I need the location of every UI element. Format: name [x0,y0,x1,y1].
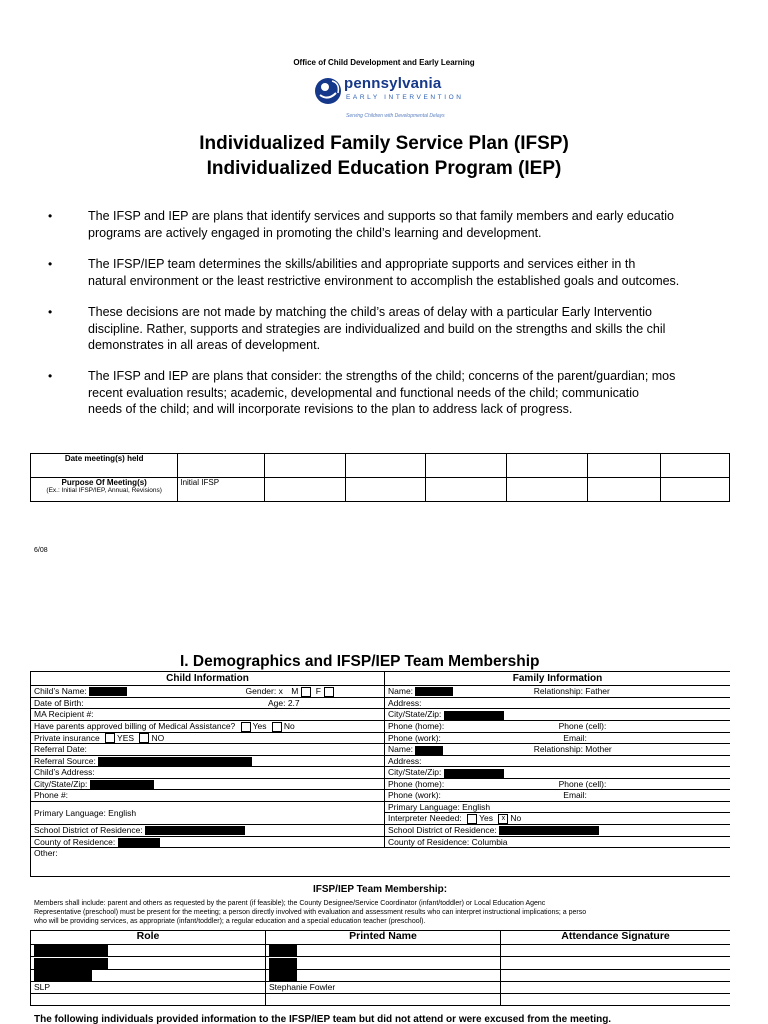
referral-date-field[interactable]: Referral Date: [31,744,385,756]
redacted-block [415,687,453,696]
redacted-block [89,687,127,696]
referral-source-field[interactable]: Referral Source: [31,755,385,767]
redacted-block [499,826,599,835]
team-row-signature[interactable] [501,957,731,969]
meeting-date-cell[interactable] [587,454,660,478]
father-name-field[interactable]: Name: Relationship: Father [385,686,731,698]
redacted-block [145,826,245,835]
redacted-block [269,958,297,969]
purpose-meeting-label: Purpose Of Meeting(s) (Ex.: Initial IFSP/IEP, Annual, Revisions) [31,478,178,502]
attendance-signature-column-header: Attendance Signature [501,931,731,945]
team-row-role[interactable] [31,969,266,981]
bullet-2-symbol: • [48,257,53,271]
mother-address-field[interactable]: Address: [385,755,731,767]
child-name-field[interactable]: Child’s Name: Gender: x M F [31,686,385,698]
interpreter-no-checkbox[interactable]: x [498,814,508,824]
team-row-role[interactable]: SLP [31,981,266,993]
father-address-field[interactable]: Address: [385,697,731,709]
page-title-ifsp: Individualized Family Service Plan (IFSP) [199,133,569,154]
team-row-name[interactable]: Stephanie Fowler [266,981,501,993]
father-city-field[interactable]: City/State/Zip: [385,709,731,721]
logo-name: pennsylvania [344,75,442,92]
meeting-table [30,453,730,502]
bullet-1-symbol: • [48,209,53,223]
gender-f-checkbox[interactable] [324,687,334,697]
mother-name-field[interactable]: Name: Relationship: Mother [385,744,731,756]
team-row-name[interactable] [266,993,501,1005]
office-name: Office of Child Development and Early Learning [293,58,475,67]
bullet-1-text: The IFSP and IEP are plans that identify services and supports so that family members and early educatio programs are actively engaged in promoting the child’s learning and development. [88,209,674,240]
bullet-3-symbol: • [48,305,53,319]
meeting-date-cell[interactable] [345,454,426,478]
father-work-phone-field[interactable]: Phone (work): Email: [385,732,731,744]
page-title-iep: Individualized Education Program (IEP) [206,158,562,179]
logo-tagline: Serving Children with Developmental Delays [346,113,445,119]
team-row-role[interactable] [31,957,266,969]
purpose-cell[interactable] [345,478,426,502]
meeting-date-cell[interactable] [660,454,730,478]
dob-field[interactable]: Date of Birth: Age: 2.7 [31,697,385,709]
child-county-field[interactable]: County of Residence: [31,836,385,848]
team-role-table [30,930,730,1006]
ma-recipient-field[interactable]: MA Recipient #: [31,709,385,721]
date-meeting-label: Date meeting(s) held [31,454,178,478]
redacted-block [269,970,297,981]
redacted-block [444,769,504,778]
family-info-header: Family Information [385,672,731,686]
child-phone-field[interactable]: Phone #: [31,790,385,802]
redacted-block [415,746,443,755]
team-row-role[interactable] [31,945,266,957]
mother-city-field[interactable]: City/State/Zip: [385,767,731,779]
team-row-signature[interactable] [501,945,731,957]
insurance-no-checkbox[interactable] [139,733,149,743]
redacted-block [90,780,154,789]
purpose-cell[interactable] [587,478,660,502]
team-row-signature[interactable] [501,993,731,1005]
billing-yes-checkbox[interactable] [241,722,251,732]
team-membership-header: IFSP/IEP Team Membership: [312,884,448,895]
insurance-yes-checkbox[interactable] [105,733,115,743]
team-row-name[interactable] [266,969,501,981]
excused-individuals-note: The following individuals provided information to the IFSP/IEP team but did not attend or were excused from the meeting. [34,1014,612,1024]
child-info-header: Child Information [31,672,385,686]
team-row-signature[interactable] [501,981,731,993]
child-city-field[interactable]: City/State/Zip: [31,778,385,790]
child-address-field[interactable]: Child’s Address: [31,767,385,779]
private-insurance-field[interactable]: Private insurance YES NO [31,732,385,744]
family-county-field[interactable]: County of Residence: Columbia [385,836,731,848]
ma-billing-field[interactable]: Have parents approved billing of Medical Assistance? Yes No [31,720,385,732]
logo-subtitle: EARLY INTERVENTION [346,94,464,101]
child-school-district-field[interactable]: School District of Residence: [31,825,385,837]
redacted-block [118,838,160,847]
purpose-cell[interactable] [506,478,587,502]
team-row-role[interactable] [31,993,266,1005]
other-field[interactable]: Other: [31,848,731,877]
bullet-4-text: The IFSP and IEP are plans that consider: the strengths of the child; concerns of the parent/guardian; mos recent evaluation results; academic, developmental and functional needs of the child; communicatio needs of the child; and will incorporate revisions to the plan to address lack of progress. [88,369,676,416]
meeting-date-cell[interactable] [178,454,265,478]
interpreter-field[interactable]: Interpreter Needed: Yes x No [385,813,731,825]
family-school-district-field[interactable]: School District of Residence: [385,825,731,837]
billing-no-checkbox[interactable] [272,722,282,732]
meeting-date-cell[interactable] [265,454,346,478]
redacted-block [98,757,252,766]
redacted-block [269,945,297,956]
redacted-block [444,711,504,720]
mother-phone-field[interactable]: Phone (home): Phone (cell): [385,778,731,790]
redacted-block [34,945,108,956]
purpose-cell-initial[interactable]: Initial IFSP [178,478,265,502]
interpreter-yes-checkbox[interactable] [467,814,477,824]
bullet-3-text: These decisions are not made by matching the child’s areas of delay with a particular Early Interventio discipline. Rather, supports and strategies are individualized and build on the strengths and skills the chil demonstrates in all areas of development. [88,305,666,352]
role-column-header: Role [31,931,266,945]
bullet-2-text: The IFSP/IEP team determines the skills/abilities and appropriate supports and services either in th natural environment or the least restrictive environment to accomplish the established goals and outcomes. [88,257,680,288]
team-row-name[interactable] [266,945,501,957]
bullet-4-symbol: • [48,369,53,383]
father-phone-field[interactable]: Phone (home): Phone (cell): [385,720,731,732]
redacted-block [34,958,108,969]
demographics-table [30,671,730,877]
meeting-date-cell[interactable] [426,454,507,478]
team-membership-note: Members shall include: parent and others as requested by the parent (if feasible); the County Designee/Service Coordinator (infant/toddler) or Local Education Agenc Representative (preschool) must be present for the meeting; a person directly involved with evaluation and assessment results who can interpret instructional implications; a perso who will be providing services, as appropriate (infant/toddler); a regular education and a special education teacher (preschool). [34,900,587,925]
printed-name-column-header: Printed Name [266,931,501,945]
mother-work-phone-field[interactable]: Phone (work): Email: [385,790,731,802]
purpose-cell[interactable] [426,478,507,502]
purpose-cell[interactable] [265,478,346,502]
gender-m-checkbox[interactable] [301,687,311,697]
child-language-field[interactable]: Primary Language: English [31,801,385,824]
redacted-block [34,970,92,981]
purpose-cell[interactable] [660,478,730,502]
team-row-signature[interactable] [501,969,731,981]
meeting-date-cell[interactable] [506,454,587,478]
family-language-field[interactable]: Primary Language: English [385,801,731,813]
team-row-name[interactable] [266,957,501,969]
purpose-meeting-example: (Ex.: Initial IFSP/IEP, Annual, Revisions) [46,487,162,494]
section-title: I. Demographics and IFSP/IEP Team Membership [180,653,540,670]
form-version: 6/08 [34,547,48,554]
